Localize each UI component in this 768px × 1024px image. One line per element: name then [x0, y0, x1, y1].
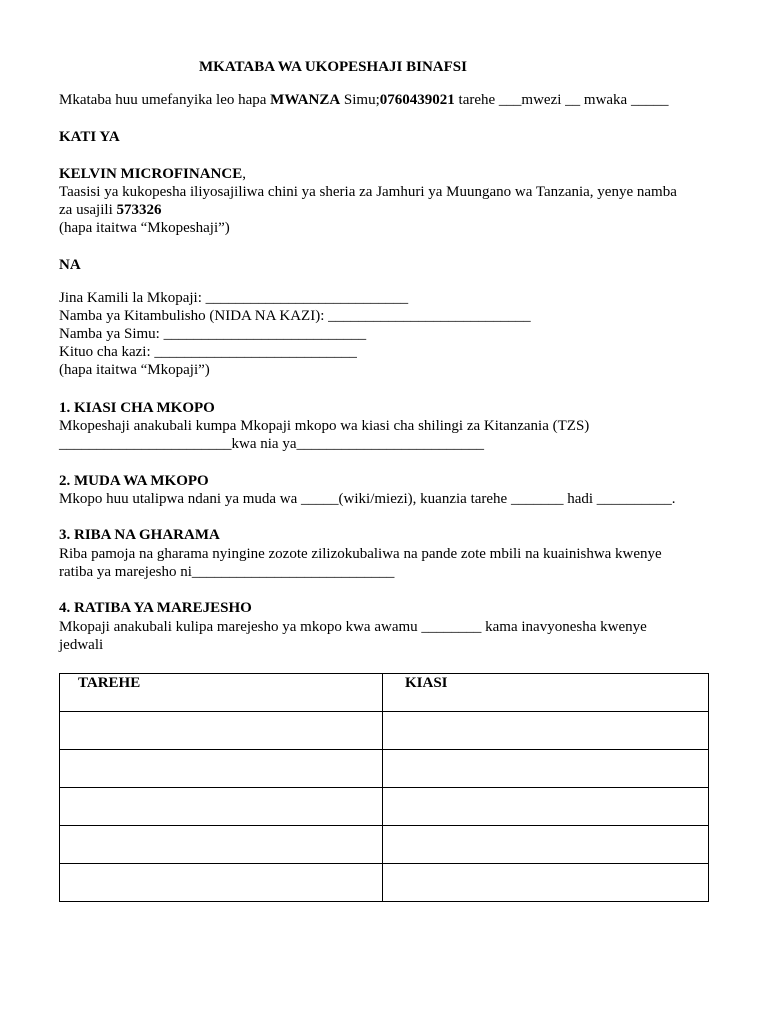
table-header-row: [60, 674, 709, 712]
table-cell: [383, 864, 709, 902]
section-heading: 3. RIBA NA GHARAMA: [59, 527, 220, 543]
table-row: [60, 788, 709, 826]
section-text: Riba pamoja na gharama nyingine zozote zilizokubaliwa na pande zote mbili na kuainishwa kwenye: [59, 546, 662, 562]
table-row: [60, 712, 709, 750]
table-header-date: TAREHE: [60, 674, 383, 712]
table-row: [60, 826, 709, 864]
section-text: Mkopeshaji anakubali kumpa Mkopaji mkopo wa kiasi cha shilingi za Kitanzania (TZS): [59, 418, 590, 434]
lender-name: KELVIN MICROFINANCE: [59, 166, 243, 182]
phone-number: 0760439021: [379, 92, 455, 108]
borrower-alias: (hapa itaitwa “Mkopaji”): [59, 362, 210, 378]
section-text: jedwali: [59, 637, 104, 653]
between-label: KATI YA: [59, 129, 120, 145]
section-heading: 2. MUDA WA MKOPO: [59, 473, 209, 489]
lender-registration: za usajili 573326: [59, 202, 162, 218]
borrower-workplace: Kituo cha kazi: ___________________________: [59, 344, 357, 360]
and-label: NA: [59, 257, 81, 273]
table-cell: [60, 826, 383, 864]
table-row: [60, 750, 709, 788]
borrower-id-number: Namba ya Kitambulisho (NIDA NA KAZI): ___________________________: [59, 308, 531, 324]
borrower-full-name: Jina Kamili la Mkopaji: ___________________________: [59, 290, 409, 306]
table-cell: [60, 712, 383, 750]
table-cell: [383, 712, 709, 750]
table-row: [60, 864, 709, 902]
city: MWANZA: [270, 92, 341, 108]
section-heading: 4. RATIBA YA MAREJESHO: [59, 600, 252, 616]
borrower-phone: Namba ya Simu: ___________________________: [59, 326, 367, 342]
table-cell: [60, 750, 383, 788]
lender-alias: (hapa itaitwa “Mkopeshaji”): [59, 220, 230, 236]
table-cell: [60, 864, 383, 902]
section-text: _______________________kwa nia ya_________________________: [59, 436, 484, 452]
table-cell: [60, 788, 383, 826]
section-text: ratiba ya marejesho ni___________________________: [59, 564, 395, 580]
table-header-amount: KIASI: [383, 674, 709, 712]
table-cell: [383, 788, 709, 826]
section-text: Mkopaji anakubali kulipa marejesho ya mkopo kwa awamu ________ kama inavyonesha kwenye: [59, 619, 647, 635]
table-cell: [383, 750, 709, 788]
lender-description: Taasisi ya kukopesha iliyosajiliwa chini ya sheria za Jamhuri ya Muungano wa Tanzania, yenye namba: [59, 184, 677, 200]
document-title: MKATABA WA UKOPESHAJI BINAFSI: [199, 59, 467, 75]
table-cell: [383, 826, 709, 864]
repayment-schedule-table: [59, 673, 709, 902]
section-heading: 1. KIASI CHA MKOPO: [59, 400, 215, 416]
section-text: Mkopo huu utalipwa ndani ya muda wa _____(wiki/miezi), kuanzia tarehe _______ hadi __________.: [59, 491, 676, 507]
registration-number: 573326: [116, 202, 162, 218]
lender-name-line: KELVIN MICROFINANCE,: [59, 166, 246, 182]
intro-line: Mkataba huu umefanyika leo hapa MWANZA Simu;0760439021 tarehe ___mwezi __ mwaka _____: [59, 92, 669, 108]
